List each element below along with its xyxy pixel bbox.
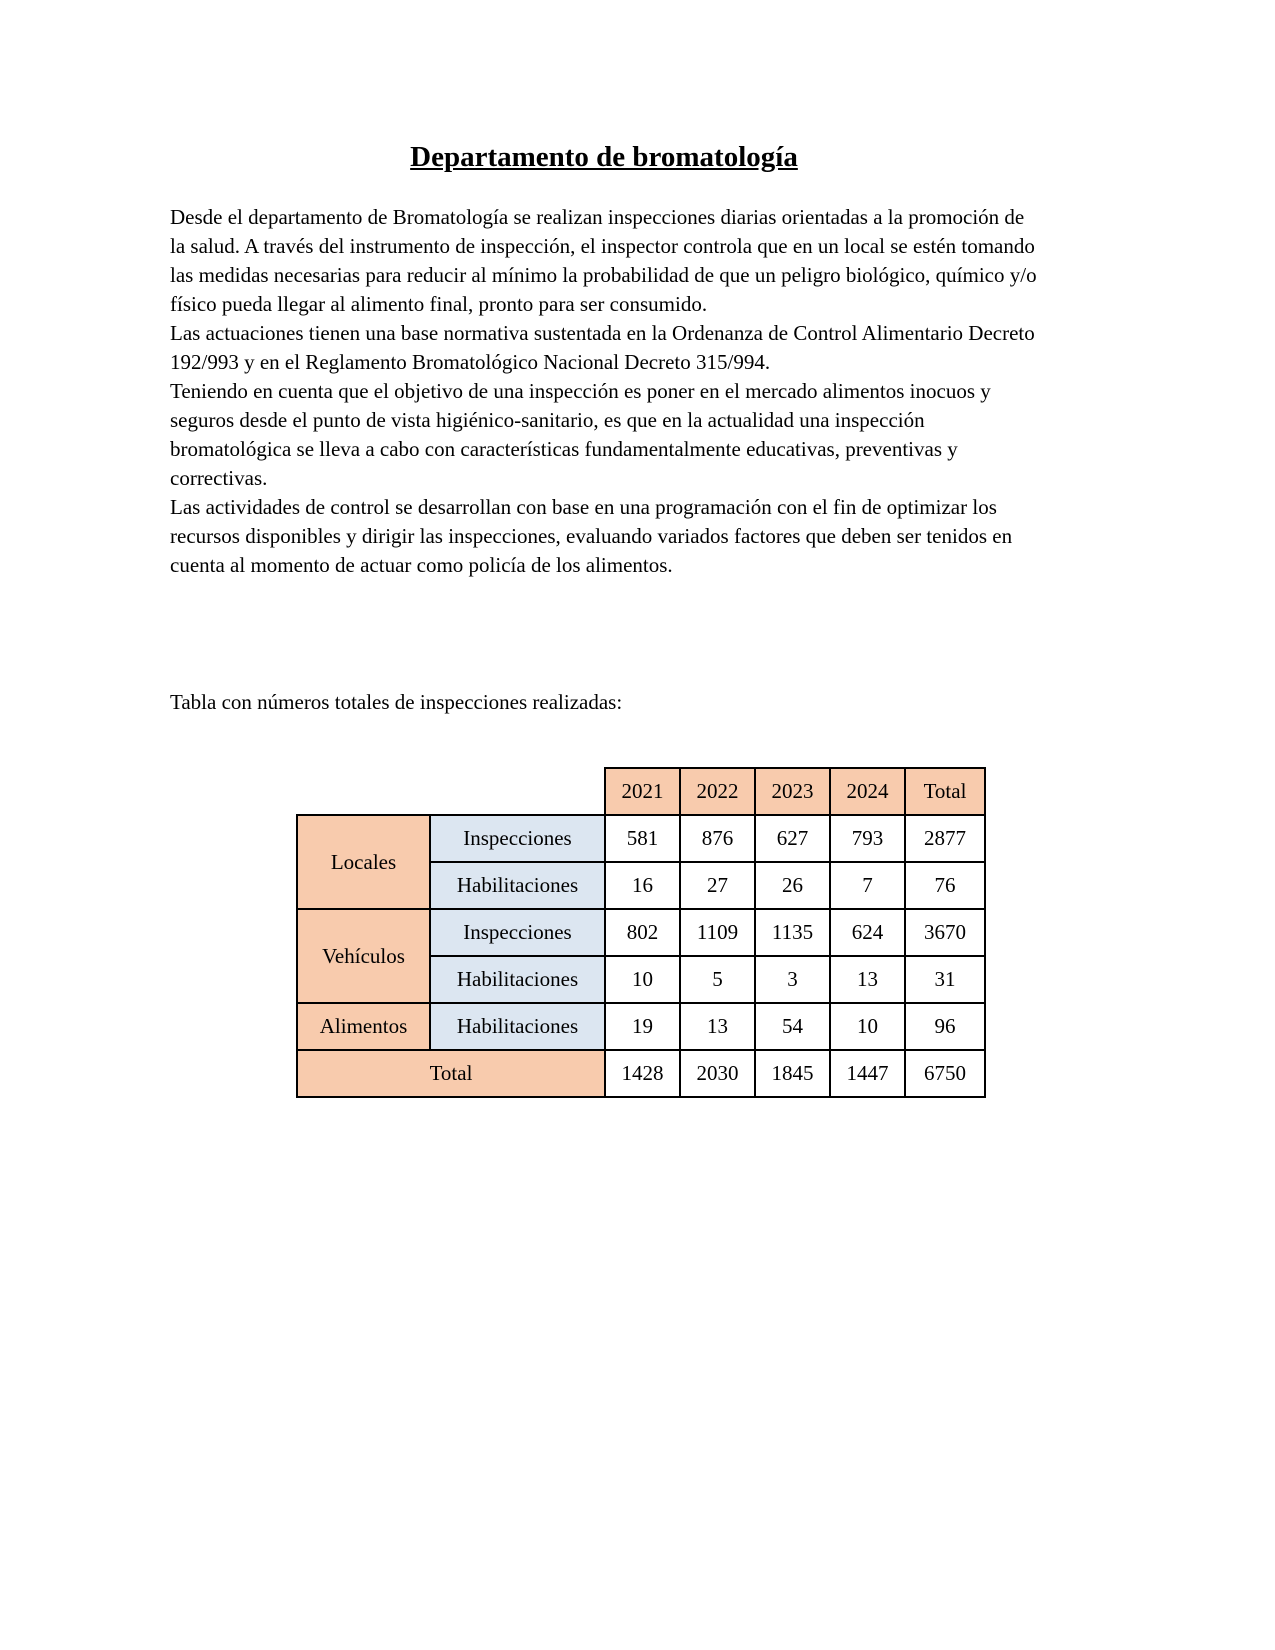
value-cell: 16 (605, 862, 680, 909)
value-cell: 31 (905, 956, 985, 1003)
table-row-locales-inspecciones (297, 815, 985, 862)
label-cell: Habilitaciones (430, 1003, 605, 1050)
table-row-vehiculos-inspecciones (297, 909, 985, 956)
total-label-cell: Total (297, 1050, 605, 1097)
value-cell: 27 (680, 862, 755, 909)
value-cell: 1109 (680, 909, 755, 956)
value-cell: 3670 (905, 909, 985, 956)
label-cell: Habilitaciones (430, 956, 605, 1003)
value-cell: 624 (830, 909, 905, 956)
paragraph-normativa: Las actuaciones tienen una base normativa sustentada en la Ordenanza de Control Alimentario Decreto 192/993 y en el Reglamento Bromatológico Nacional Decreto 315/994. (170, 321, 1035, 374)
document-content (170, 140, 1038, 1098)
table-row-total (297, 1050, 985, 1097)
value-cell: 7 (830, 862, 905, 909)
category-cell-locales: Locales (297, 815, 430, 909)
value-cell: 10 (605, 956, 680, 1003)
value-cell: 54 (755, 1003, 830, 1050)
page-title: Departamento de bromatología (410, 141, 798, 173)
label-cell: Inspecciones (430, 815, 605, 862)
value-cell: 10 (830, 1003, 905, 1050)
value-cell: 793 (830, 815, 905, 862)
value-cell: 1845 (755, 1050, 830, 1097)
value-cell: 2030 (680, 1050, 755, 1097)
value-cell: 1447 (830, 1050, 905, 1097)
year-header-2024: 2024 (830, 768, 905, 815)
value-cell: 581 (605, 815, 680, 862)
value-cell: 19 (605, 1003, 680, 1050)
value-cell: 96 (905, 1003, 985, 1050)
body-text (170, 203, 1038, 580)
category-cell-alimentos: Alimentos (297, 1003, 430, 1050)
table-caption: Tabla con números totales de inspecciones realizadas: (170, 690, 623, 714)
value-cell: 627 (755, 815, 830, 862)
table-row-alimentos-habilitaciones (297, 1003, 985, 1050)
year-header-2022: 2022 (680, 768, 755, 815)
table-header-row (297, 768, 985, 815)
value-cell: 1135 (755, 909, 830, 956)
value-cell: 1428 (605, 1050, 680, 1097)
year-header-2023: 2023 (755, 768, 830, 815)
paragraph-actividades: Las actividades de control se desarrollan con base en una programación con el fin de optimizar los recursos disponibles y dirigir las inspecciones, evaluando variados factores que deben ser tenidos en cuenta al momento de actuar como policía de los alimentos. (170, 495, 1013, 577)
value-cell: 13 (830, 956, 905, 1003)
paragraph-intro: Desde el departamento de Bromatología se realizan inspecciones diarias orientadas a la promoción de la salud. A través del instrumento de inspección, el inspector controla que en un local se estén tomando las medidas necesarias para reducir al mínimo la probabilidad de que un peligro biológico, químico y/o físico pueda llegar al alimento final, pronto para ser consumido. (170, 205, 1037, 316)
value-cell: 2877 (905, 815, 985, 862)
year-header-2021: 2021 (605, 768, 680, 815)
value-cell: 26 (755, 862, 830, 909)
label-cell: Habilitaciones (430, 862, 605, 909)
category-cell-vehiculos: Vehículos (297, 909, 430, 1003)
paragraph-objetivo: Teniendo en cuenta que el objetivo de una inspección es poner en el mercado alimentos inocuos y seguros desde el punto de vista higiénico-sanitario, es que en la actualidad una inspección bromatológica se lleva a cabo con características fundamentalmente educativas, preventivas y correctivas. (170, 379, 991, 490)
inspections-table (296, 767, 986, 1098)
value-cell: 802 (605, 909, 680, 956)
value-cell: 3 (755, 956, 830, 1003)
header-empty-cell (297, 768, 605, 815)
value-cell: 6750 (905, 1050, 985, 1097)
label-cell: Inspecciones (430, 909, 605, 956)
value-cell: 76 (905, 862, 985, 909)
value-cell: 5 (680, 956, 755, 1003)
total-header: Total (905, 768, 985, 815)
value-cell: 876 (680, 815, 755, 862)
value-cell: 13 (680, 1003, 755, 1050)
